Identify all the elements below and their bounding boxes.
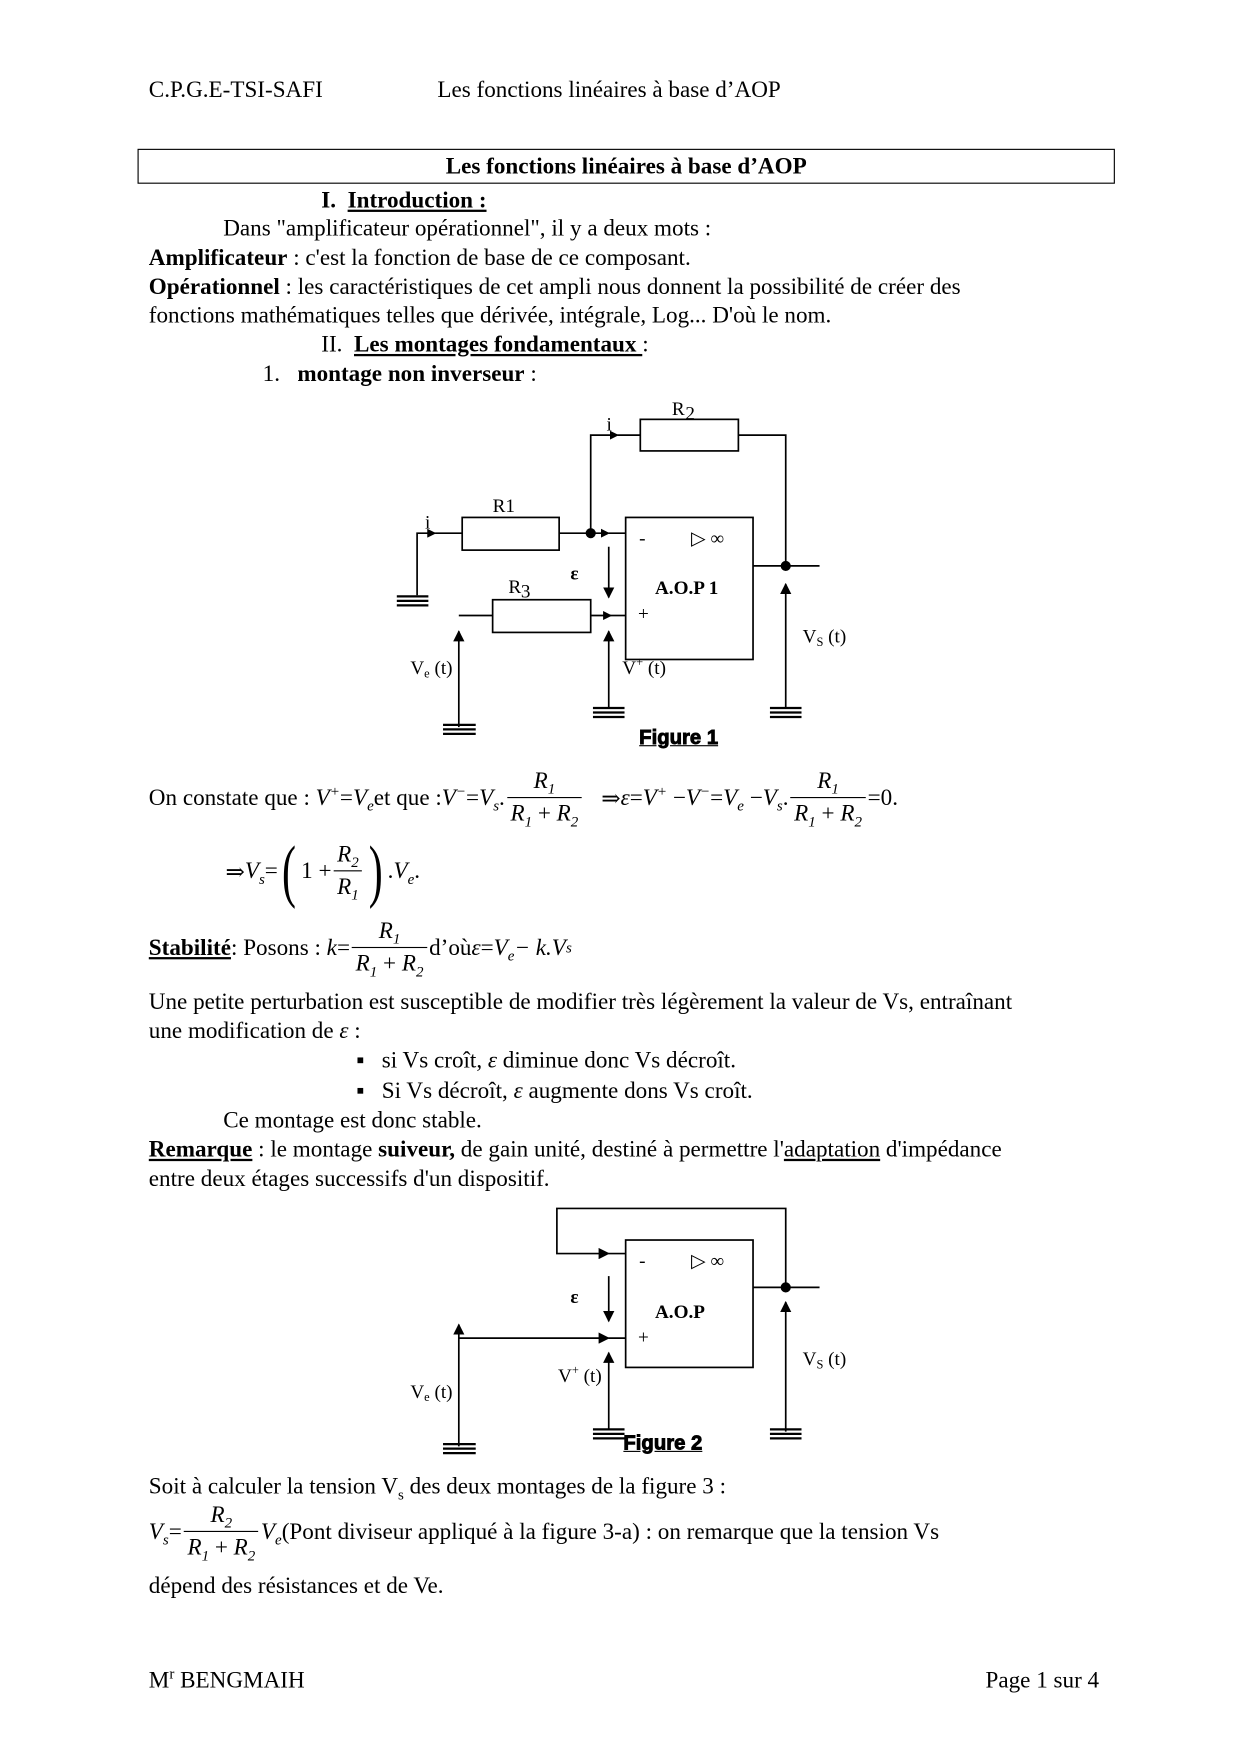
fraction-r1-over-sum: $\frac{R_1}{R_1 + R_2}$ <box>352 919 427 978</box>
paragraph-line: dépend des résistances et de Ve. <box>148 1573 444 1599</box>
resistor-r3 <box>493 600 591 633</box>
noninverting-input-label: + <box>638 604 649 626</box>
ve-label: Ve (t) <box>410 1381 453 1405</box>
header-left: C.P.G.E-TSI-SAFI <box>148 77 323 103</box>
vplus-label: V+ (t) <box>558 1363 602 1388</box>
vs-label: VS (t) <box>802 1349 847 1372</box>
output-node <box>781 561 791 571</box>
equation-vs-gain: ⇒ $V_s$ = ( 1 + $\frac{R_2}{R_1}$ ) . $V_e$ . <box>225 833 421 910</box>
junction-node <box>586 528 596 538</box>
opamp-label: A.O.P <box>654 1301 705 1323</box>
figure2-circuit <box>443 1208 820 1453</box>
subsection-title: montage non inverseur <box>297 361 525 387</box>
bullet-icon: ▪ <box>356 1048 365 1074</box>
v-e: $V_e$ <box>352 785 374 814</box>
epsilon-label: ε <box>570 1287 579 1309</box>
vplus-label: V+ (t) <box>622 655 666 680</box>
section-number: II. <box>321 332 343 358</box>
stability-equation: Stabilité : Posons : k = $\frac{R_1}{R_1 + R_2}$ d’où ε = $V_e$ − k.V s <box>148 918 572 980</box>
ideal-amp-symbol: ▷ ∞ <box>691 528 725 550</box>
label-r1: R1 <box>492 495 515 517</box>
resistor-r1 <box>462 517 559 550</box>
opamp-label: A.O.P 1 <box>654 578 719 600</box>
paragraph-line: une modification de ε : <box>148 1019 361 1044</box>
epsilon-label: ε <box>570 563 579 585</box>
fraction-r2-over-sum: $\frac{R_2}{R_1 + R_2}$ <box>184 1503 259 1562</box>
output-node <box>781 1282 791 1292</box>
eq-text: et que : <box>373 785 442 810</box>
definition: : les caractéristiques de cet ampli nous donnent la possibilité de créer des <box>279 275 961 300</box>
equation-constate: On constate que : V+ = $V_e$ et que : V− = $V_s$ . $\frac{R_1}{R_1 + R_2}$ ⇒ ε = V+ − V− = $V_e$ − $V_s$ . $\frac{R_1}{R_1 + R_2}$ =0. <box>148 768 899 830</box>
ideal-amp-symbol: ▷ ∞ <box>691 1251 725 1273</box>
fraction-r1-over-sum: $\frac{R_1}{R_1 + R_2}$ <box>507 769 582 828</box>
footer-author: $M^r$ BENGMAIH <box>148 1665 305 1694</box>
document-title: Les fonctions linéaires à base d’AOP <box>138 149 1115 184</box>
term: Opérationnel <box>148 275 280 300</box>
v-s: $V_s$ <box>479 785 500 814</box>
v-minus: V− <box>441 781 467 810</box>
footer-page-number: Page 1 sur 4 <box>985 1668 1100 1694</box>
colon: : <box>524 361 537 387</box>
operationnel-definition-cont: fonctions mathématiques telles que dérivée, intégrale, Log... D'où le nom. <box>148 303 832 329</box>
label-r2: R <box>671 398 685 420</box>
paragraph-line: Ce montage est donc stable. <box>223 1108 482 1133</box>
fraction-r1-over-sum: $\frac{R_1}{R_1 + R_2}$ <box>791 769 866 828</box>
remark-line: entre deux étages successifs d'un dispositif. <box>148 1166 550 1192</box>
figure2-caption: Figure 2 <box>623 1431 703 1455</box>
paragraph-line: Une petite perturbation est susceptible de modifier très légèrement la valeur de Vs, entraînant <box>148 989 1013 1015</box>
current-label: i <box>424 512 431 534</box>
bullet-item: ▪ Si Vs décroît, ε augmente dons Vs croît. <box>356 1078 753 1104</box>
current-label: i <box>606 414 612 436</box>
label-r3-sub: 3 <box>520 581 531 603</box>
header-right: Les fonctions linéaires à base d’AOP <box>437 77 781 103</box>
epsilon: ε <box>620 785 630 810</box>
subsection-number: 1. <box>262 361 280 387</box>
ve-label: Ve (t) <box>410 658 453 681</box>
divider-equation: $V_s$ = $\frac{R_2}{R_1 + R_2}$ $V_e$ (Pont diviseur appliqué à la figure 3-a) : on remarque que la tension Vs <box>148 1502 940 1564</box>
definition: : c'est la fonction de base de ce composant. <box>287 245 691 271</box>
section-title: Introduction : <box>347 188 487 214</box>
bullet-item: ▪ si Vs croît, ε diminue donc Vs décroît. <box>356 1048 737 1074</box>
remark-line: Remarque : le montage suiveur, de gain unité, destiné à permettre l'adaptation d'impédance <box>148 1137 1002 1163</box>
eq-text: On constate que : <box>148 785 310 810</box>
v-plus: V+ <box>315 781 340 810</box>
term: Amplificateur <box>148 245 288 271</box>
noninverting-input-label: + <box>638 1327 649 1349</box>
fraction-r2-over-r1: $\frac{R_2}{R_1}$ <box>334 842 362 901</box>
vs-label: VS (t) <box>802 626 847 649</box>
section-title: Les montages fondamentaux <box>354 332 643 358</box>
term: Stabilité <box>148 935 231 960</box>
inverting-input-label: - <box>639 528 646 550</box>
paragraph-line: Soit à calculer la tension $V_s$ des deux montages de la figure 3 : <box>148 1474 727 1503</box>
implies-symbol: ⇒ <box>601 786 621 812</box>
inverting-input-label: - <box>639 1251 646 1273</box>
bullet-icon: ▪ <box>356 1078 365 1104</box>
figure1-circuit <box>397 419 820 734</box>
figure1-caption: Figure 1 <box>639 725 719 749</box>
label-r3: R <box>508 576 522 598</box>
intro-paragraph: Dans "amplificateur opérationnel", il y a deux mots : <box>223 216 712 242</box>
label-r2-sub: 2 <box>685 403 695 425</box>
colon: : <box>642 332 649 358</box>
section-number: I. <box>321 188 337 214</box>
